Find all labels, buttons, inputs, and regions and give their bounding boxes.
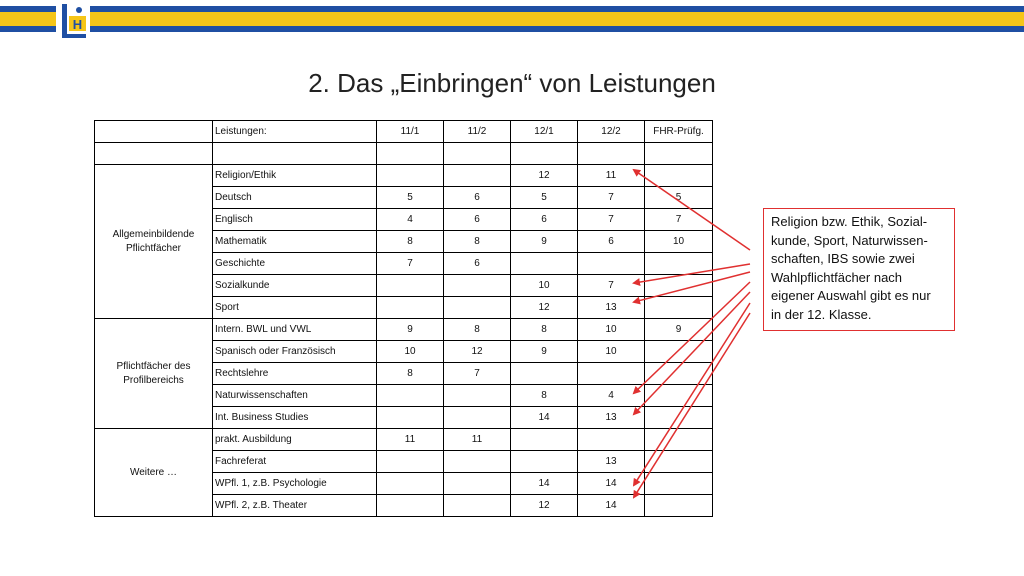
- grade-cell: 7: [645, 209, 713, 231]
- arrow-wpfl1: [634, 303, 750, 485]
- grade-cell: 7: [578, 187, 645, 209]
- grade-cell: 13: [578, 407, 645, 429]
- category-cell: Pflichtfächer des Profilbereichs: [95, 319, 213, 429]
- category-cell: Weitere …: [95, 429, 213, 517]
- header-cell: 12/1: [511, 121, 578, 143]
- header-cell: Leistungen:: [213, 121, 377, 143]
- grade-cell: 10: [578, 341, 645, 363]
- grade-cell: 8: [511, 385, 578, 407]
- grade-cell: 10: [377, 341, 444, 363]
- grade-cell: 7: [578, 275, 645, 297]
- grade-cell: 11: [444, 429, 511, 451]
- grade-cell: 5: [377, 187, 444, 209]
- grade-cell: 12: [444, 341, 511, 363]
- subject-cell: prakt. Ausbildung: [213, 429, 377, 451]
- grade-cell: 9: [645, 319, 713, 341]
- grade-cell: 4: [377, 209, 444, 231]
- subject-cell: Deutsch: [213, 187, 377, 209]
- grade-cell: 4: [578, 385, 645, 407]
- subject-cell: Englisch: [213, 209, 377, 231]
- grade-cell: 14: [578, 495, 645, 517]
- arrow-sport: [634, 272, 750, 302]
- grade-cell: 10: [511, 275, 578, 297]
- grade-cell: 14: [511, 473, 578, 495]
- grade-cell: 8: [377, 363, 444, 385]
- logo-letter: H: [72, 17, 83, 32]
- subject-cell: Religion/Ethik: [213, 165, 377, 187]
- slide-title: 2. Das „Einbringen“ von Leistungen: [308, 68, 716, 98]
- grade-cell: 5: [511, 187, 578, 209]
- subject-cell: Rechtslehre: [213, 363, 377, 385]
- subject-cell: Geschichte: [213, 253, 377, 275]
- grade-cell: 9: [511, 341, 578, 363]
- subject-cell: Spanisch oder Französisch: [213, 341, 377, 363]
- grade-cell: 6: [444, 253, 511, 275]
- grade-cell: 10: [645, 231, 713, 253]
- grade-cell: 12: [511, 165, 578, 187]
- grade-cell: 10: [578, 319, 645, 341]
- note-line: schaften, IBS sowie zwei: [771, 251, 915, 266]
- grade-cell: 6: [511, 209, 578, 231]
- grade-cell: 11: [578, 165, 645, 187]
- grade-cell: 7: [377, 253, 444, 275]
- arrow-sozialkunde: [634, 264, 750, 283]
- grade-cell: 9: [377, 319, 444, 341]
- grade-cell: 8: [377, 231, 444, 253]
- grade-cell: 14: [511, 407, 578, 429]
- arrow-wpfl2: [634, 313, 750, 497]
- grade-cell: 7: [578, 209, 645, 231]
- header-cell: FHR-Prüfg.: [645, 121, 713, 143]
- note-line: Religion bzw. Ethik, Sozial-: [771, 214, 928, 229]
- grade-cell: 8: [444, 319, 511, 341]
- grade-cell: 9: [511, 231, 578, 253]
- grade-cell: 8: [444, 231, 511, 253]
- grade-cell: 8: [511, 319, 578, 341]
- grade-cell: 6: [444, 209, 511, 231]
- grade-cell: 6: [444, 187, 511, 209]
- arrow-naturwissenschaften: [634, 282, 750, 393]
- grade-cell: 14: [578, 473, 645, 495]
- grade-cell: 12: [511, 495, 578, 517]
- subject-cell: WPfl. 2, z.B. Theater: [213, 495, 377, 517]
- category-cell: Allgemeinbildende Pflichtfächer: [95, 165, 213, 319]
- subject-cell: Mathematik: [213, 231, 377, 253]
- note-line: Wahlpflichtfächer nach: [771, 269, 903, 285]
- arrow-religion: [634, 170, 750, 250]
- subject-cell: WPfl. 1, z.B. Psychologie: [213, 473, 377, 495]
- header-cell: 12/2: [578, 121, 645, 143]
- note-line: eigener Auswahl gibt es nur: [771, 288, 931, 303]
- header-cell: 11/1: [377, 121, 444, 143]
- subject-cell: Sport: [213, 297, 377, 319]
- note-line: in der 12. Klasse.: [771, 306, 872, 322]
- subject-cell: Int. Business Studies: [213, 407, 377, 429]
- note-line: kunde, Sport, Naturwissen-: [771, 232, 928, 248]
- grade-cell: 12: [511, 297, 578, 319]
- grade-cell: 13: [578, 297, 645, 319]
- header-cell: 11/2: [444, 121, 511, 143]
- subject-cell: Intern. BWL und VWL: [213, 319, 377, 341]
- arrow-ibs: [634, 292, 750, 414]
- grade-cell: 13: [578, 451, 645, 473]
- grade-cell: 6: [578, 231, 645, 253]
- grade-cell: 5: [645, 187, 713, 209]
- grade-cell: 7: [444, 363, 511, 385]
- subject-cell: Naturwissenschaften: [213, 385, 377, 407]
- subject-cell: Sozialkunde: [213, 275, 377, 297]
- subject-cell: Fachreferat: [213, 451, 377, 473]
- grade-cell: 11: [377, 429, 444, 451]
